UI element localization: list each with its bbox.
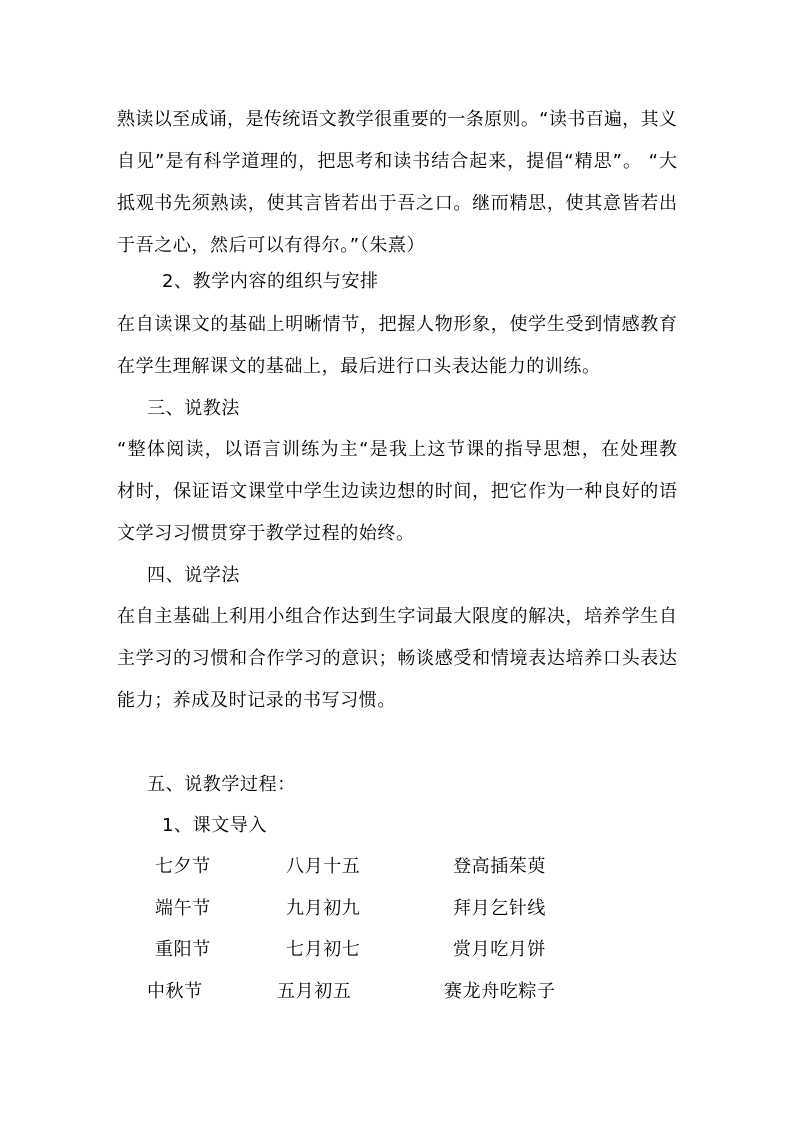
festival-custom-cell: 登高插茱萸 [453,856,546,877]
festival-name-cell: 重阳节 [155,939,211,960]
paragraph-line: 在自读课文的基础上明晰情节，把握人物形象，使学生受到情感教育 [117,314,677,335]
paragraph-line: 抵观书先须熟读，使其言皆若出于吾之口。继而精思，使其意皆若出 [117,193,677,214]
section-heading-teaching-process: 五、说教学过程： [147,774,296,795]
festival-custom-cell: 赛龙舟吃粽子 [444,981,556,1002]
festival-custom-cell: 拜月乞针线 [453,898,546,919]
festival-name-cell: 中秋节 [147,981,203,1002]
subsection-heading-lesson-intro: 1、课文导入 [162,815,268,836]
festival-date-cell: 五月初五 [277,981,352,1002]
festival-date-cell: 八月十五 [286,856,361,877]
festival-name-cell: 七夕节 [155,856,211,877]
paragraph-line: 熟读以至成诵，是传统语文教学很重要的一条原则。“读书百遍，其义 [117,109,677,130]
paragraph-line: 能力；养成及时记录的书写习惯。 [117,690,396,711]
festival-date-cell: 七月初七 [286,939,361,960]
section-heading-learning-method: 四、说学法 [147,565,240,586]
festival-name-cell: 端午节 [155,898,211,919]
paragraph-line: 主学习的习惯和合作学习的意识；畅谈感受和情境表达培养口头表达 [117,648,677,669]
paragraph-line: 文学习习惯贯穿于教学过程的始终。 [117,523,415,544]
paragraph-line: 在学生理解课文的基础上，最后进行口头表达能力的训练。 [117,356,601,377]
festival-date-cell: 九月初九 [286,898,361,919]
section-heading-teaching-method: 三、说教法 [147,398,240,419]
paragraph-line: “整体阅读，以语言训练为主“是我上这节课的指导思想，在处理教 [117,439,677,460]
paragraph-line: 于吾之心，然后可以有得尔。”（朱熹） [117,235,426,256]
paragraph-line: 自见”是有科学道理的，把思考和读书结合起来，提倡“精思”。 “大 [117,151,677,172]
section-heading-content-organization: 2、教学内容的组织与安排 [162,271,379,292]
paragraph-line: 在自主基础上利用小组合作达到生字词最大限度的解决，培养学生自 [117,606,677,627]
festival-custom-cell: 赏月吃月饼 [453,939,546,960]
paragraph-line: 材时，保证语文课堂中学生边读边想的时间，把它作为一种良好的语 [117,481,677,502]
